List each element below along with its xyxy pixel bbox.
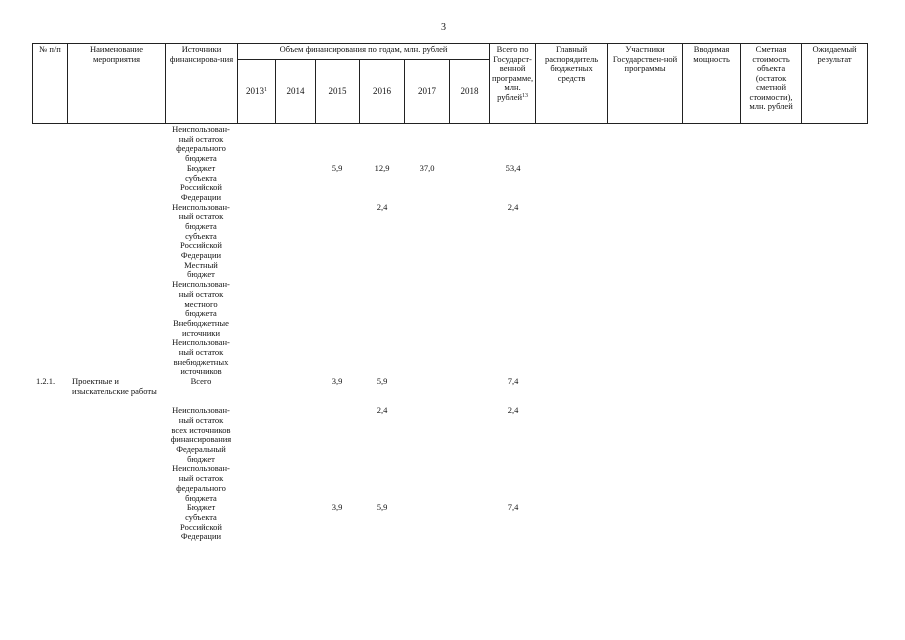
value-total: 7,4 bbox=[507, 376, 519, 387]
table-row bbox=[32, 261, 867, 280]
year-label: 2013 bbox=[246, 86, 264, 97]
funding-source-line: бюджета bbox=[185, 153, 217, 164]
value-2016: 5,9 bbox=[376, 376, 388, 387]
header-estimate: Сметная стоимость объекта (остаток сметной стоимости), млн. рублей bbox=[741, 44, 802, 124]
funding-source-line: субъекта bbox=[185, 172, 217, 183]
table-row bbox=[32, 125, 867, 164]
header-customer: Главный распорядитель бюджетных средств bbox=[536, 44, 608, 124]
header-year-2018: 2018 bbox=[450, 60, 490, 124]
funding-source bbox=[165, 319, 237, 338]
header-funding-group: Объем финансирования по годам, млн. рублей bbox=[238, 44, 490, 60]
page-number: 3 bbox=[441, 22, 446, 33]
funding-source-line: Российской bbox=[180, 182, 222, 193]
funding-source-line: источники bbox=[181, 327, 220, 338]
header-year-2016: 2016 bbox=[360, 60, 405, 124]
table-row bbox=[32, 203, 867, 261]
funding-source-line: местного bbox=[184, 298, 218, 309]
funding-source-line: Внебюджетные bbox=[173, 317, 229, 328]
funding-source bbox=[165, 406, 237, 445]
table-row bbox=[32, 445, 867, 464]
funding-source-line: субъекта bbox=[185, 230, 217, 241]
table-row bbox=[32, 280, 867, 319]
funding-source-line: ный остаток bbox=[178, 414, 224, 425]
year-note: 1 bbox=[264, 87, 267, 94]
header-result: Ожидаемый результат bbox=[802, 44, 868, 124]
funding-source bbox=[165, 338, 237, 377]
funding-source-line: Федерации bbox=[180, 531, 222, 542]
value-2016: 2,4 bbox=[376, 201, 388, 212]
funding-source bbox=[165, 164, 237, 203]
value-2017: 37,0 bbox=[419, 162, 435, 173]
header-year-2015: 2015 bbox=[316, 60, 360, 124]
value-2016: 2,4 bbox=[376, 405, 388, 416]
funding-source-line: субъекта bbox=[185, 511, 217, 522]
funding-source-line: Неиспользован- bbox=[172, 124, 230, 134]
header-total bbox=[490, 44, 536, 124]
header-total-label: Всего по Государст-венной программе, млн. рублей bbox=[491, 44, 534, 102]
header-participants: Участники Государствен-ной программы bbox=[608, 44, 683, 124]
funding-source-line: Неиспользован- bbox=[172, 463, 230, 474]
value-total: 2,4 bbox=[507, 201, 519, 212]
funding-source-line: Российской bbox=[180, 240, 222, 251]
table-row bbox=[32, 503, 867, 542]
funding-source-line: всех источников bbox=[171, 424, 231, 435]
header-capacity: Вводимая мощность bbox=[683, 44, 741, 124]
funding-source-line: Неиспользован- bbox=[172, 279, 230, 290]
table-row bbox=[32, 338, 867, 377]
funding-source-line: Местный bbox=[184, 259, 218, 270]
funding-source-line: Всего bbox=[190, 376, 212, 387]
value-total: 2,4 bbox=[507, 405, 519, 416]
funding-source bbox=[165, 445, 237, 464]
funding-source-line: Бюджет bbox=[186, 162, 216, 173]
funding-source-line: бюджета bbox=[185, 492, 217, 503]
funding-source-line: ный остаток bbox=[178, 211, 224, 222]
funding-source-line: бюджета bbox=[185, 308, 217, 319]
header-year-2017: 2017 bbox=[405, 60, 450, 124]
table-row bbox=[32, 319, 867, 338]
funding-source bbox=[165, 377, 237, 387]
funding-source-line: Федеральный bbox=[176, 444, 226, 455]
funding-source-line: бюджета bbox=[185, 221, 217, 231]
value-total: 7,4 bbox=[507, 502, 519, 513]
row-number: 1.2.1. bbox=[36, 376, 56, 387]
funding-source-line: ный остаток bbox=[178, 288, 224, 299]
funding-source-line: внебюджетных bbox=[173, 356, 229, 367]
funding-source-line: источников bbox=[180, 366, 222, 377]
funding-source-line: Федерации bbox=[180, 191, 222, 202]
funding-source-line: ный остаток bbox=[178, 473, 224, 484]
funding-source-line: финансирования bbox=[170, 434, 232, 445]
funding-source-line: федерального bbox=[176, 482, 226, 493]
value-2015: 3,9 bbox=[331, 502, 343, 513]
table-row bbox=[32, 406, 867, 445]
funding-source-line: федерального bbox=[176, 143, 226, 154]
funding-source-line: ный остаток bbox=[178, 133, 224, 144]
header-year-2014: 2014 bbox=[276, 60, 316, 124]
table-body bbox=[32, 125, 867, 542]
funding-source bbox=[165, 503, 237, 542]
header-name: Наименование мероприятия bbox=[68, 44, 166, 124]
funding-source bbox=[165, 464, 237, 503]
funding-source-line: бюджет bbox=[187, 453, 215, 464]
funding-source-line: Федерации bbox=[180, 250, 222, 261]
activity-name: Проектные и изыскательские работы bbox=[72, 376, 157, 396]
funding-source-line: Неиспользован- bbox=[172, 405, 230, 416]
table-row bbox=[32, 464, 867, 503]
value-2015: 5,9 bbox=[331, 162, 343, 173]
funding-source-line: Российской bbox=[180, 521, 222, 532]
table-row bbox=[32, 377, 867, 406]
value-total: 53,4 bbox=[505, 162, 521, 173]
funding-source-line: Бюджет bbox=[186, 502, 216, 513]
table-header bbox=[32, 43, 868, 124]
funding-source-line: Неиспользован- bbox=[172, 337, 230, 348]
header-year-2013 bbox=[238, 60, 276, 124]
value-2016: 5,9 bbox=[376, 502, 388, 513]
header-num: № п/п bbox=[33, 44, 68, 124]
header-total-note: 13 bbox=[522, 92, 529, 99]
funding-source bbox=[165, 261, 237, 280]
value-2016: 12,9 bbox=[374, 162, 390, 173]
value-2015: 3,9 bbox=[331, 376, 343, 387]
funding-source-line: Неиспользован- bbox=[172, 201, 230, 212]
funding-source bbox=[165, 125, 237, 164]
funding-source-line: бюджет bbox=[187, 269, 215, 280]
table-row bbox=[32, 164, 867, 203]
funding-source bbox=[165, 203, 237, 261]
funding-source-line: ный остаток bbox=[178, 347, 224, 358]
funding-source bbox=[165, 280, 237, 319]
header-source: Источники финансирова-ния bbox=[166, 44, 238, 124]
